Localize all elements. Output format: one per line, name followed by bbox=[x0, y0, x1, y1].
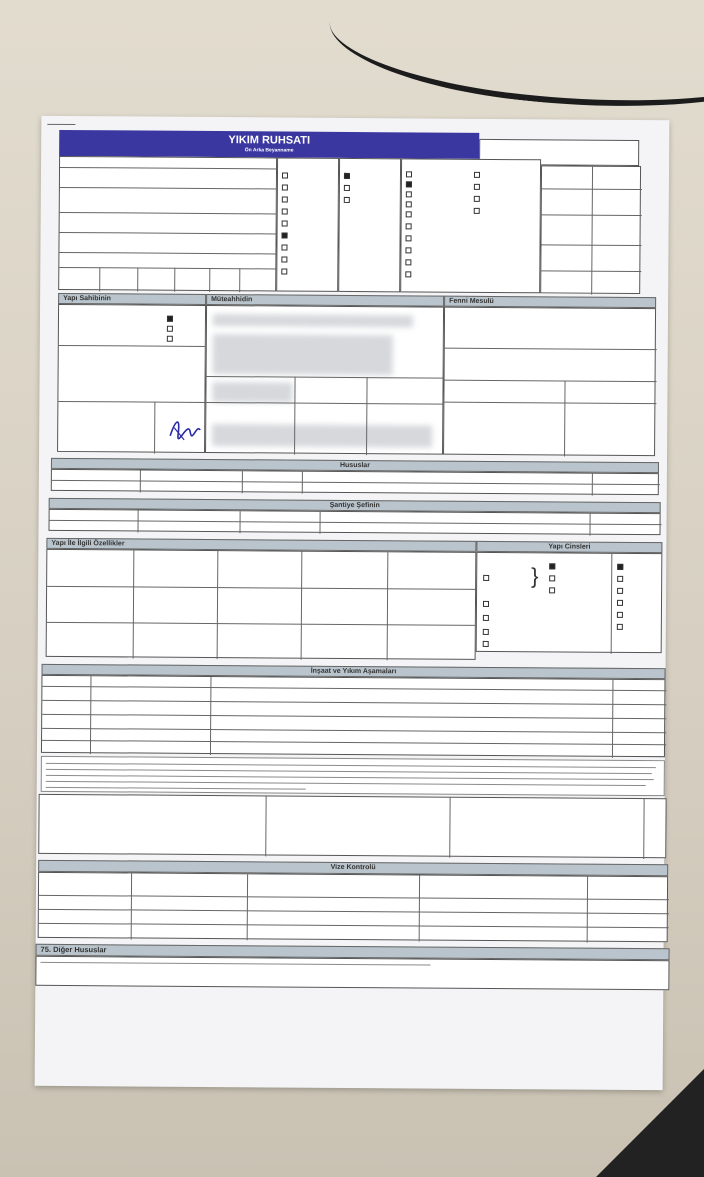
section-insaat-yikim: İnşaat ve Yıkım Aşamaları bbox=[41, 664, 665, 679]
checkbox[interactable] bbox=[406, 211, 412, 217]
checkbox[interactable] bbox=[282, 173, 288, 179]
yapi-ozellikler-grid bbox=[46, 549, 477, 660]
checkbox[interactable] bbox=[617, 588, 623, 594]
checkbox[interactable] bbox=[549, 575, 555, 581]
redacted-area bbox=[213, 334, 393, 375]
checkbox[interactable] bbox=[617, 612, 623, 618]
checkbox[interactable] bbox=[282, 197, 288, 203]
insaat-table bbox=[41, 675, 666, 757]
checkbox[interactable] bbox=[474, 184, 480, 190]
section-diger-hususlar: 75. Diğer Hususlar bbox=[36, 944, 670, 960]
notice-paragraph bbox=[41, 756, 665, 796]
checkbox[interactable] bbox=[474, 208, 480, 214]
owner-block bbox=[57, 304, 206, 453]
checkbox[interactable] bbox=[549, 587, 555, 593]
section-yapi-sahibinin: Yapı Sahibinin bbox=[58, 293, 206, 305]
checkbox[interactable] bbox=[483, 615, 489, 621]
checkbox[interactable] bbox=[617, 624, 623, 630]
checkbox-checked[interactable] bbox=[549, 563, 555, 569]
document-subtitle: Ön Arka Beyanname bbox=[244, 147, 294, 154]
checkbox[interactable] bbox=[483, 641, 489, 647]
title-bar bbox=[59, 130, 479, 159]
engineer-block bbox=[443, 307, 656, 456]
checkbox[interactable] bbox=[406, 171, 412, 177]
yapi-cinsleri-block bbox=[476, 552, 663, 653]
checkbox-column-3 bbox=[400, 158, 541, 293]
right-info-grid bbox=[540, 165, 641, 294]
checkbox-checked[interactable] bbox=[344, 173, 350, 179]
signature-icon bbox=[166, 414, 202, 444]
checkbox-checked[interactable] bbox=[282, 232, 288, 238]
checkbox[interactable] bbox=[167, 326, 173, 332]
santiye-table bbox=[48, 509, 660, 535]
paper-mark bbox=[47, 124, 75, 125]
section-fenni-mesulu: Fenni Mesulü bbox=[444, 296, 656, 308]
checkbox[interactable] bbox=[281, 256, 287, 262]
checkbox-column-2 bbox=[338, 158, 401, 292]
checkbox[interactable] bbox=[483, 629, 489, 635]
hususlar-table bbox=[51, 469, 659, 495]
section-yapi-ozellikler: Yapı İle İlgili Özellikler bbox=[46, 538, 476, 552]
checkbox[interactable] bbox=[405, 259, 411, 265]
checkbox[interactable] bbox=[405, 271, 411, 277]
checkbox[interactable] bbox=[281, 268, 287, 274]
section-santiye-sefinin: Şantiye Şefinin bbox=[49, 498, 661, 513]
checkbox[interactable] bbox=[167, 336, 173, 342]
contractor-block bbox=[205, 305, 444, 455]
checkbox-column-1 bbox=[276, 157, 339, 291]
signatures-row bbox=[38, 794, 666, 858]
checkbox[interactable] bbox=[406, 191, 412, 197]
document-paper bbox=[35, 116, 670, 1090]
checkbox[interactable] bbox=[281, 244, 287, 250]
checkbox[interactable] bbox=[406, 223, 412, 229]
checkbox[interactable] bbox=[406, 201, 412, 207]
redacted-area bbox=[213, 314, 413, 327]
vize-table bbox=[38, 872, 668, 942]
checkbox[interactable] bbox=[406, 235, 412, 241]
checkbox[interactable] bbox=[474, 172, 480, 178]
checkbox[interactable] bbox=[282, 220, 288, 226]
checkbox[interactable] bbox=[405, 247, 411, 253]
section-hususlar: Hususlar bbox=[51, 458, 659, 473]
section-muteahhidin: Müteahhidin bbox=[206, 294, 444, 307]
redacted-area bbox=[212, 382, 292, 403]
checkbox[interactable] bbox=[344, 197, 350, 203]
checkbox[interactable] bbox=[617, 576, 623, 582]
form bbox=[40, 130, 659, 955]
checkbox[interactable] bbox=[474, 196, 480, 202]
checkbox[interactable] bbox=[617, 600, 623, 606]
checkbox[interactable] bbox=[483, 601, 489, 607]
owner-info-block bbox=[58, 156, 277, 292]
checkbox-checked[interactable] bbox=[167, 316, 173, 322]
checkbox-checked[interactable] bbox=[406, 181, 412, 187]
checkbox[interactable] bbox=[282, 185, 288, 191]
brace-icon: } bbox=[531, 563, 539, 589]
document-title: YIKIM RUHSATI bbox=[228, 134, 311, 147]
section-vize-kontrolu: Vize Kontrolü bbox=[38, 860, 668, 876]
checkbox-checked[interactable] bbox=[617, 564, 623, 570]
checkbox[interactable] bbox=[344, 185, 350, 191]
checkbox[interactable] bbox=[282, 208, 288, 214]
redacted-area bbox=[212, 424, 432, 448]
diger-hususlar-box bbox=[35, 956, 669, 990]
checkbox[interactable] bbox=[483, 575, 489, 581]
section-yapi-cinsleri: Yapı Cinsleri bbox=[476, 541, 662, 553]
